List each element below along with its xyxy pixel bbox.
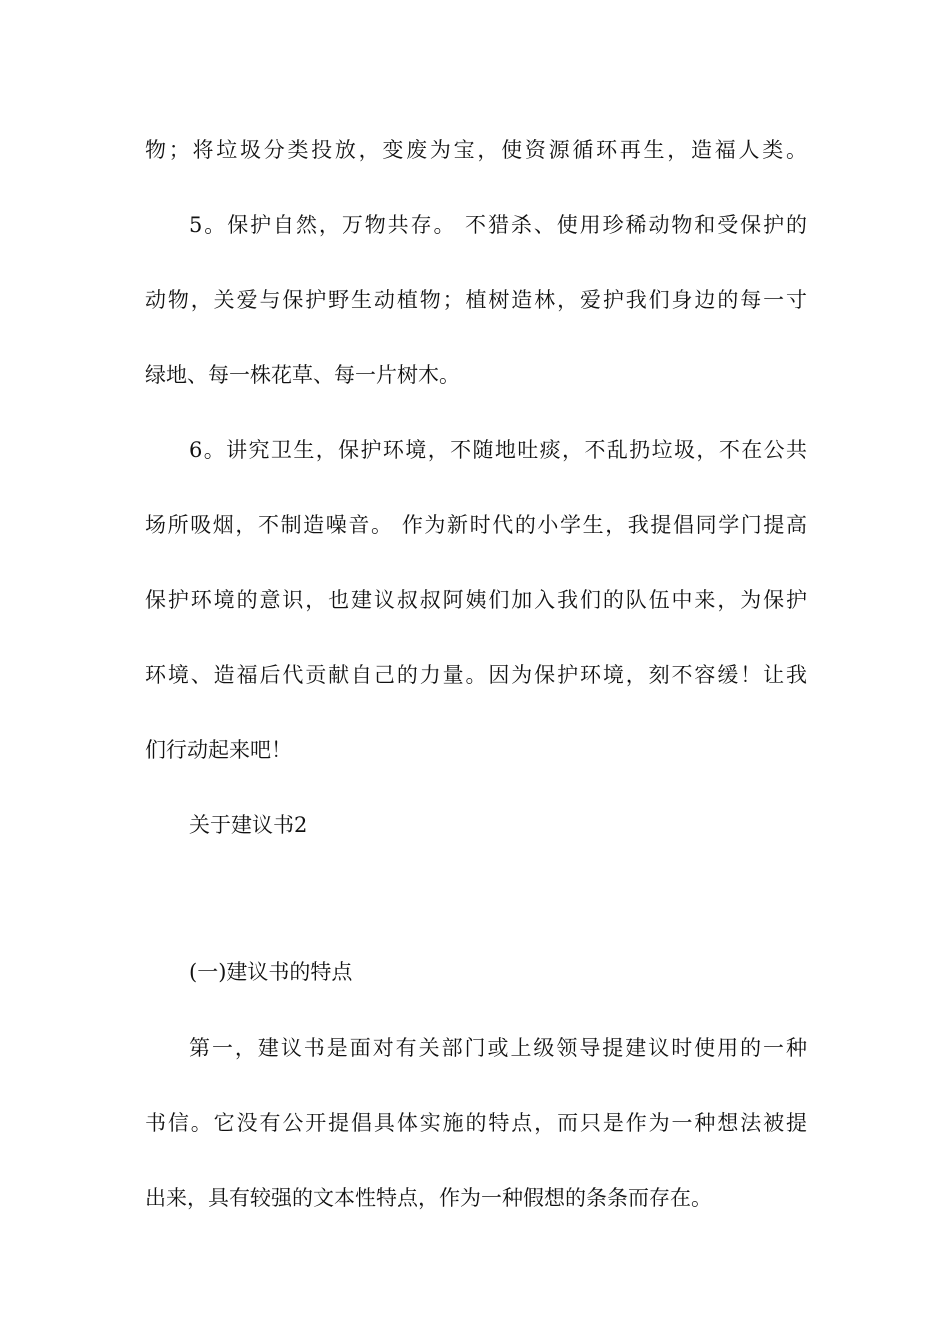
paragraph-line: 6。讲究卫生，保护环境，不随地吐痰，不乱扔垃圾，不在公共 <box>189 438 807 462</box>
paragraph-line: 绿地、每一株花草、每一片树木。 <box>145 363 460 387</box>
paragraph-line: 书信。它没有公开提倡具体实施的特点，而只是作为一种想法被提 <box>145 1111 807 1135</box>
paragraph-line: 出来，具有较强的文本性特点，作为一种假想的条条而存在。 <box>145 1186 712 1210</box>
paragraph-line: 第一，建议书是面对有关部门或上级领导提建议时使用的一种 <box>189 1036 807 1060</box>
paragraph-line: 动物，关爱与保护野生动植物；植树造林，爱护我们身边的每一寸 <box>145 288 807 312</box>
paragraph-line: 场所吸烟，不制造噪音。 作为新时代的小学生，我提倡同学门提高 <box>145 513 807 537</box>
paragraph-line: 环境、造福后代贡献自己的力量。因为保护环境，刻不容缓！让我 <box>145 663 807 687</box>
paragraph-line: 5。保护自然，万物共存。 不猎杀、使用珍稀动物和受保护的 <box>189 213 807 237</box>
paragraph-line: 保护环境的意识，也建议叔叔阿姨们加入我们的队伍中来，为保护 <box>145 588 807 612</box>
paragraph-line: 物；将垃圾分类投放，变废为宝，使资源循环再生，造福人类。 <box>145 138 807 162</box>
paragraph-line: 们行动起来吧！ <box>145 738 292 762</box>
section-heading: 关于建议书2 <box>189 813 308 837</box>
subsection-heading: (一)建议书的特点 <box>189 960 353 984</box>
